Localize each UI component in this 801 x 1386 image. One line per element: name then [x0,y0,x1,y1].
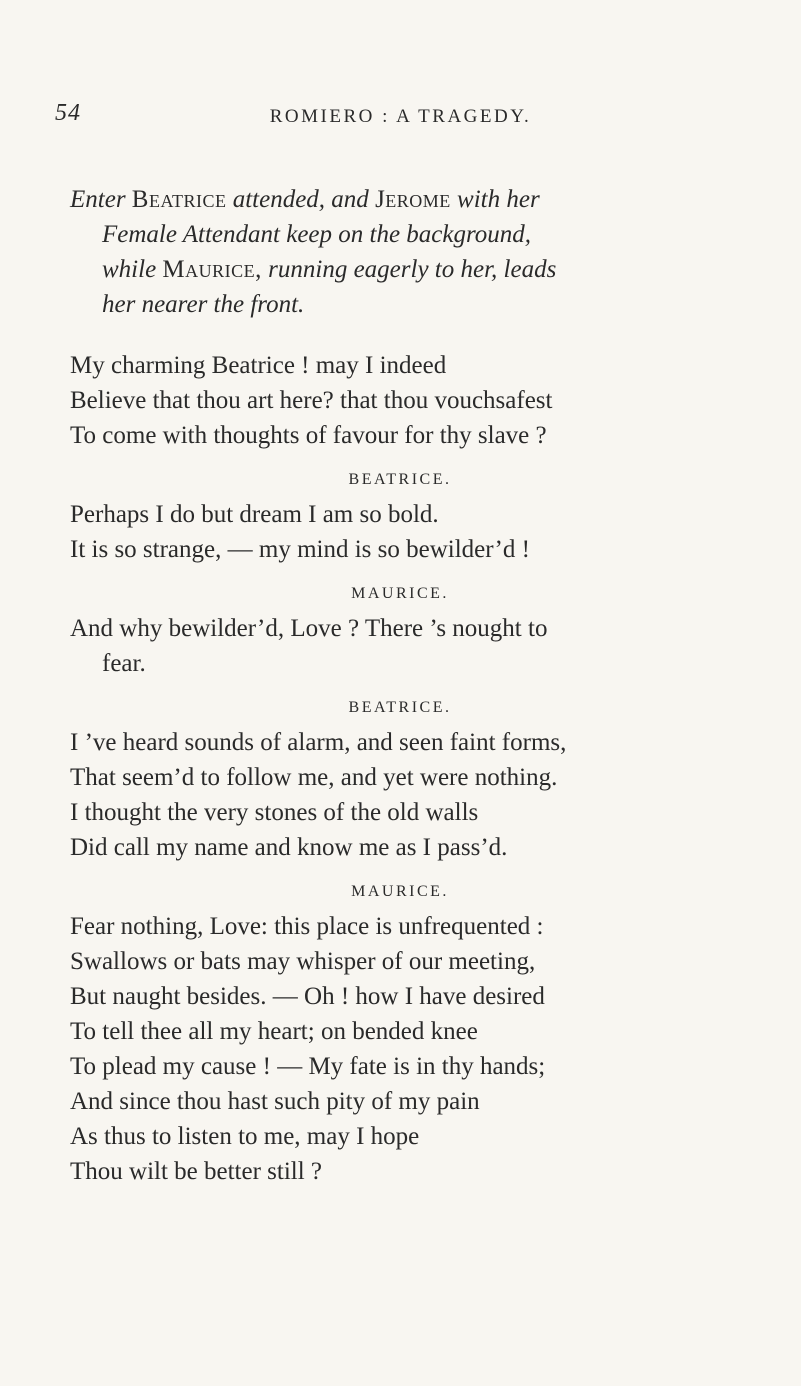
opening-verse [70,348,760,453]
stage-direction-line: Female Attendant keep on the background, [102,221,532,248]
stage-word: while [102,256,157,283]
text-block [70,182,760,1205]
stage-word: running eagerly to her, leads [268,256,557,283]
stage-word: attended, and [232,186,369,213]
page-number: 54 [55,100,81,126]
character-name-beatrice: Beatrice [131,186,227,213]
verse-line-continuation: fear. [102,650,146,677]
stage-direction-line [70,182,760,217]
verse-line: Thou wilt be better still ? [70,1158,323,1185]
speech [70,583,760,681]
verse-line: My charming Beatrice ! may I indeed [70,352,447,379]
speaker-name: BEATRICE. [348,471,452,488]
stage-direction [70,182,760,322]
running-head: ROMIERO : A TRAGEDY. [269,106,532,127]
speaker-name: BEATRICE. [348,699,452,716]
verse-line: It is so strange, — my mind is so bewilder’d ! [70,536,530,563]
verse-line: And since thou hast such pity of my pain [70,1088,480,1115]
stage-word: Enter [70,186,126,213]
speech [70,697,760,865]
stage-word: with her [457,186,540,213]
verse-line: But naught besides. — Oh ! how I have desired [70,983,545,1010]
verse-line: I thought the very stones of the old walls [70,799,479,826]
verse-line: And why bewilder’d, Love ? There ’s nought to [70,615,548,642]
speech [70,881,760,1189]
verse-line: To come with thoughts of favour for thy slave ? [70,422,547,449]
stage-direction-line [70,252,760,287]
verse-line: That seem’d to follow me, and yet were nothing. [70,764,558,791]
verse-line: To plead my cause ! — My fate is in thy hands; [70,1053,546,1080]
character-name-jerome: Jerome [375,186,451,213]
verse-line: Did call my name and know me as I pass’d. [70,834,508,861]
verse-line: Believe that thou art here? that thou vouchsafest [70,387,553,414]
speech [70,469,760,567]
character-name-maurice: Maurice, [162,256,262,283]
speaker-name: MAURICE. [351,585,449,602]
verse-line: I ’ve heard sounds of alarm, and seen faint forms, [70,729,567,756]
verse-line: Fear nothing, Love: this place is unfrequented : [70,913,544,940]
speaker-name: MAURICE. [351,883,449,900]
verse-line: Perhaps I do but dream I am so bold. [70,501,439,528]
verse-line: To tell thee all my heart; on bended knee [70,1018,478,1045]
stage-direction-line: her nearer the front. [102,291,305,318]
verse-line: As thus to listen to me, may I hope [70,1123,420,1150]
verse-line: Swallows or bats may whisper of our meeting, [70,948,536,975]
